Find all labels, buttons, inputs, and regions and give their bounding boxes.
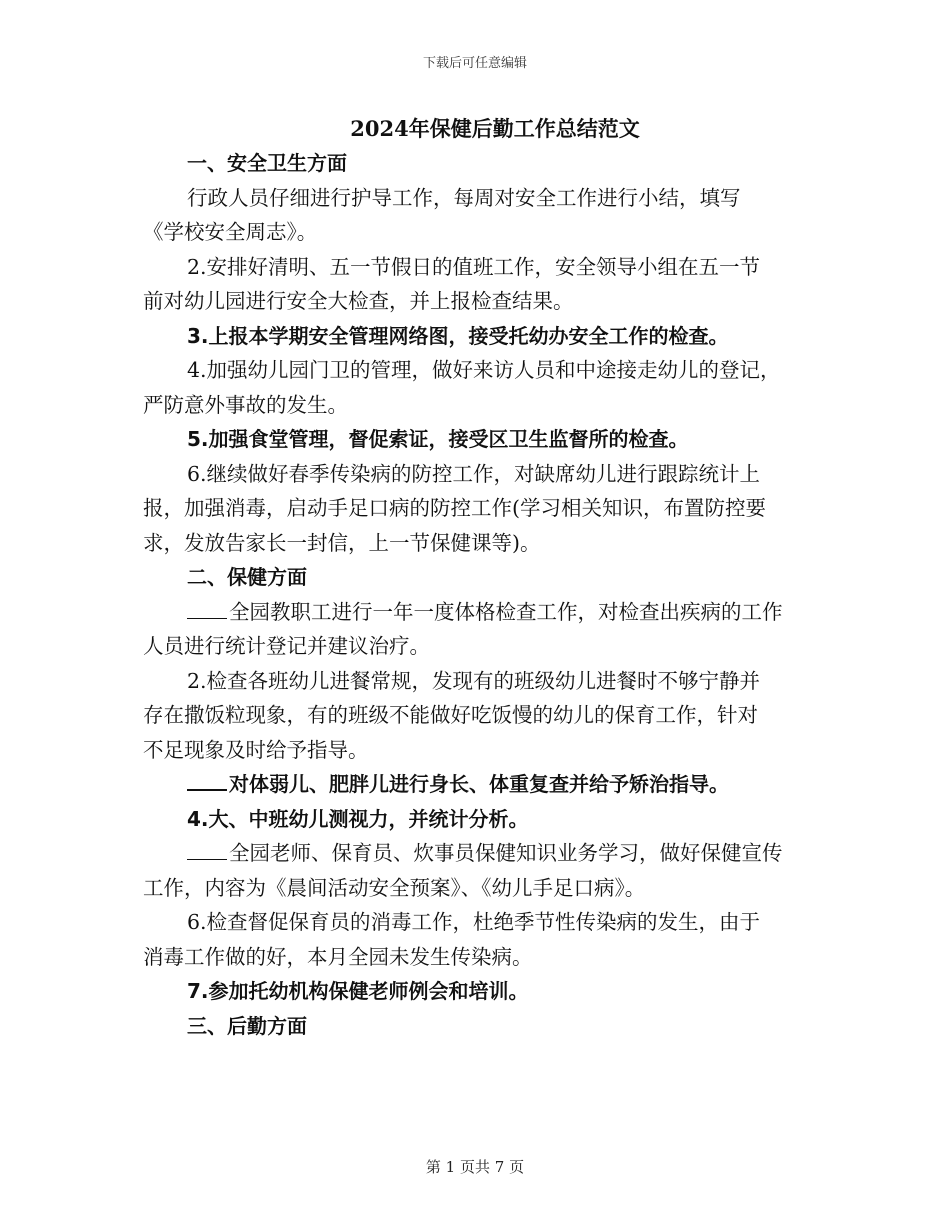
section-heading-logistics: 三、后勤方面 xyxy=(187,1013,307,1038)
paragraph-line: 严防意外事故的发生。 xyxy=(143,392,348,417)
paragraph-line: 求，发放告家长一封信，上一节保健课等)。 xyxy=(143,530,541,555)
fill-in-blank xyxy=(187,596,227,619)
bold-item: 5.加强食堂管理，督促索证，接受区卫生监督所的检查。 xyxy=(187,427,689,451)
paragraph-line: 2.安排好清明、五一节假日的值班工作，安全领导小组在五一节 xyxy=(187,254,761,279)
fill-in-blank xyxy=(187,767,227,791)
bold-item: 4.大、中班幼儿测视力，并统计分析。 xyxy=(187,806,529,831)
paragraph-line xyxy=(143,595,807,630)
paragraph-line: 2.检查各班幼儿进餐常规，发现有的班级幼儿进餐时不够宁静并 xyxy=(187,668,761,693)
paragraph-line: 行政人员仔细进行护导工作，每周对安全工作进行小结，填写 xyxy=(187,185,741,210)
bold-item-text: 对体弱儿、肥胖儿进行身长、体重复查并给予矫治指导。 xyxy=(229,772,729,796)
document-body xyxy=(143,112,807,1043)
page-header: 下载后可任意编辑 xyxy=(422,56,527,71)
paragraph-line: 工作，内容为《晨间活动安全预案》、《幼儿手足口病》。 xyxy=(143,875,646,900)
paragraph-line: 存在撒饭粒现象，有的班级不能做好吃饭慢的幼儿的保育工作，针对 xyxy=(143,703,758,727)
paragraph-line: 4.加强幼儿园门卫的管理，做好来访人员和中途接走幼儿的登记， xyxy=(187,358,781,382)
bold-item xyxy=(143,767,807,802)
paragraph-line xyxy=(143,836,807,871)
paragraph-line: 《学校安全周志》。 xyxy=(143,220,318,244)
document-title: 2024年保健后勤工作总结范文 xyxy=(350,116,640,141)
bold-item: 7.参加托幼机构保健老师例会和培训。 xyxy=(187,979,529,1003)
page-footer: 第 1 页共 7 页 xyxy=(425,1158,525,1176)
paragraph-line: 人员进行统计登记并建议治疗。 xyxy=(143,634,430,658)
section-heading-safety: 一、安全卫生方面 xyxy=(187,151,347,175)
paragraph-line: 6.继续做好春季传染病的防控工作，对缺席幼儿进行跟踪统计上 xyxy=(187,461,761,486)
paragraph-line: 消毒工作做的好，本月全园未发生传染病。 xyxy=(143,944,533,969)
paragraph-line: 不足现象及时给予指导。 xyxy=(143,737,369,762)
paragraph-line: 报，加强消毒，启动手足口病的防控工作(学习相关知识，布置防控要 xyxy=(143,496,766,520)
paragraph-text: 全园老师、保育员、炊事员保健知识业务学习，做好保健宣传 xyxy=(229,841,783,865)
fill-in-blank xyxy=(187,837,227,860)
paragraph-line: 前对幼儿园进行安全大检查，并上报检查结果。 xyxy=(143,289,574,313)
paragraph-text: 全园教职工进行一年一度体格检查工作，对检查出疾病的工作 xyxy=(229,599,783,624)
section-heading-health: 二、保健方面 xyxy=(187,565,307,589)
paragraph-line: 6.检查督促保育员的消毒工作，杜绝季节性传染病的发生，由于 xyxy=(187,910,761,934)
bold-item: 3.上报本学期安全管理网络图，接受托幼办安全工作的检查。 xyxy=(187,323,729,348)
